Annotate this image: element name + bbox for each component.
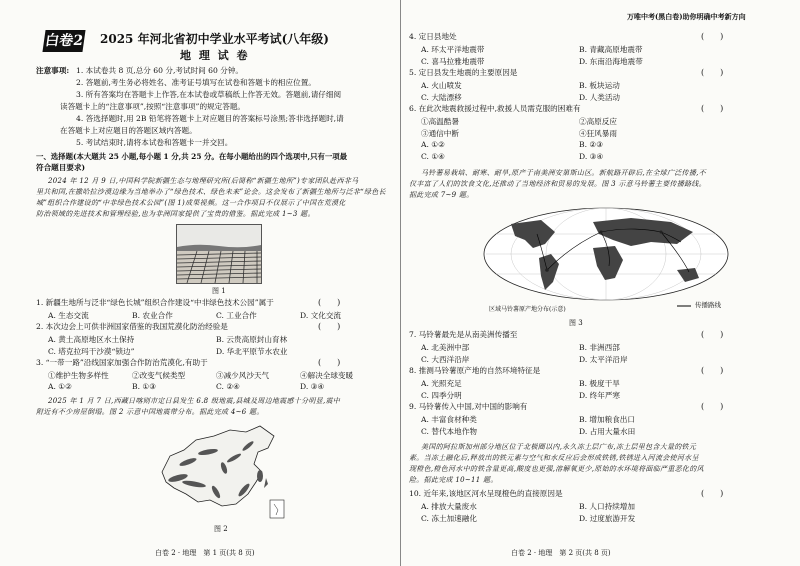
paper-badge: 白卷2 [42,30,85,52]
figure-2-caption: 图 2 [214,525,228,533]
q3-choice-a[interactable]: A. ①② [48,382,72,391]
q3-item-3: ③减少风沙天气 [216,371,270,380]
passage-4-line-1: 美国的阿拉斯加州部分地区位于北极圈以内,永久冻土层广布,冻土层里包含大量的铁元 [421,443,697,451]
question-9-stem: 9. 马铃薯传入中国,对中国的影响有 [409,402,528,411]
passage-3-line-2: 仅丰富了人们的饮食文化,还推动了当地经济和贸易的发展。图 3 示意马铃薯主要传播路线。 [409,180,707,188]
passage-2-line-2: 附近有不少房屋倒塌。图 2 示意中国地震带分布。据此完成 4~6 题。 [36,408,264,416]
section-1-heading: 一、选择题(本大题共 25 小题,每小题 1 分,共 25 分。在每小题给出的四个选项中,只有一项最 [36,152,348,161]
q9-choice-a[interactable]: A. 丰富食材种类 [421,415,477,424]
figure-3-legend-route: 传播路线 [695,301,721,309]
q6-item-2: ②高原反应 [579,117,617,126]
passage-2-line-1: 2025 年 1 月 7 日,西藏日喀则市定日县发生 6.8 级地震,县城及周边地震感十分明显,震中 [48,397,341,405]
q4-choice-c[interactable]: C. 喜马拉雅地震带 [421,57,485,66]
q1-choice-d[interactable]: D. 文化交流 [300,311,342,320]
passage-1-line-3: 城”组织合作建设的“中非绿色技术公园”(图 1)成果视频。这一合作项目不仅展示了中国在荒漠化 [36,199,346,207]
q7-choice-a[interactable]: A. 北美洲中部 [421,343,470,352]
q2-choice-b[interactable]: B. 云贵高原封山育林 [216,335,288,344]
passage-3-line-3: 据此完成 7~9 题。 [409,191,474,199]
question-1-answer-blank[interactable]: ( ) [318,298,341,307]
q10-choice-a[interactable]: A. 排放大量废水 [421,502,477,511]
exam-subtitle: 地 理 试 卷 [180,49,250,62]
question-3-stem: 3. “一带一路”沿线国家加强合作防治荒漠化,有助于 [36,358,208,367]
exam-title: 2025 年河北省初中学业水平考试(八年级) [100,32,329,46]
figure-3-world-map [481,206,731,314]
passage-1-line-4: 防治领域的先进技术和管理经验,也为非洲国家提供了宝贵的借鉴。据此完成 1~3 题。 [36,210,315,218]
question-10-stem: 10. 近年来,该地区河水呈现橙色的直接原因是 [409,489,563,498]
notes-label: 注意事项: [36,66,70,75]
q9-choice-b[interactable]: B. 增加粮食出口 [579,415,635,424]
q8-choice-d[interactable]: D. 终年严寒 [579,391,621,400]
question-2-answer-blank[interactable]: ( ) [318,322,341,331]
question-7-answer-blank[interactable]: ( ) [701,330,724,339]
q3-item-1: ①维护生物多样性 [48,371,109,380]
question-3-answer-blank[interactable]: ( ) [318,358,341,367]
q7-choice-d[interactable]: D. 太平洋沿岸 [579,355,628,364]
q9-choice-c[interactable]: C. 替代本地作物 [421,427,477,436]
q2-choice-c[interactable]: C. 塔克拉玛干沙漠“锁边” [48,347,135,356]
question-2-stem: 2. 本次边会上可供非洲国家借鉴的我国荒漠化防治经验是 [36,322,228,331]
question-9-answer-blank[interactable]: ( ) [701,402,724,411]
note-5: 5. 考试结束时,请将本试卷和答题卡一并交回。 [76,138,233,147]
q3-item-2: ②改变气候类型 [132,371,186,380]
q2-choice-d[interactable]: D. 华北平原节水农业 [216,347,288,356]
q3-choice-b[interactable]: B. ①③ [132,382,157,391]
question-8-stem: 8. 推测马铃薯原产地的自然环境特征是 [409,366,541,375]
note-4b: 在答题卡上对应题目的答题区域内答题。 [60,126,197,135]
q5-choice-b[interactable]: B. 板块运动 [579,81,620,90]
question-10-answer-blank[interactable]: ( ) [701,489,724,498]
q6-choice-d[interactable]: D. ③④ [579,152,604,161]
question-5-stem: 5. 定日县发生地震的主要原因是 [409,68,518,77]
q10-choice-d[interactable]: D. 过度旅游开发 [579,514,636,523]
q6-choice-c[interactable]: C. ①④ [421,152,445,161]
q1-choice-a[interactable]: A. 生态交流 [48,311,89,320]
q1-choice-b[interactable]: B. 农业合作 [132,311,173,320]
q8-choice-a[interactable]: A. 光照充足 [421,379,462,388]
question-4-stem: 4. 定日县地处 [409,32,457,41]
q6-choice-a[interactable]: A. ①② [421,140,445,149]
q5-choice-d[interactable]: D. 人类活动 [579,93,621,102]
note-3b: 读答题卡上的“注意事项”,按照“注意事项”的规定答题。 [60,102,246,111]
passage-1-line-1: 2024 年 12 月 9 日,中国科学院新疆生态与地理研究所(后简称“新疆生地所”)专家团队赴西非马 [48,177,359,185]
question-1-stem: 1. 新疆生地所与泛非“绿色长城”组织合作建设“中非绿色技术公园”属于 [36,298,274,307]
figure-2-china-seismic-map [148,422,288,520]
q2-choice-a[interactable]: A. 黄土高原地区水土保持 [48,335,135,344]
q5-choice-a[interactable]: A. 火山喷发 [421,81,462,90]
page-2-footer: 白卷 2 · 地理 第 2 页(共 8 页) [511,549,611,557]
note-4: 4. 答选择题时,用 2B 铅笔将答题卡上对应题目的答案标号涂黑;答非选择题时,请 [76,114,344,123]
q4-choice-b[interactable]: B. 青藏高原地震带 [579,45,643,54]
q10-choice-b[interactable]: B. 人口持续增加 [579,502,635,511]
q3-item-4: ④解决全球变暖 [300,371,354,380]
figure-3-legend-area: 区域马铃薯原产地分布(示意) [489,306,566,313]
figure-3-caption: 图 3 [569,319,583,327]
figure-1-photo [176,224,262,284]
publisher-tag: 万唯中考(黑白卷)助你明确中考新方向 [627,12,746,21]
q6-item-4: ④狂风暴雨 [579,129,617,138]
q3-choice-d[interactable]: D. ③④ [300,382,325,391]
q4-choice-d[interactable]: D. 东南沿海地震带 [579,57,643,66]
q6-item-3: ③通信中断 [421,129,459,138]
q8-choice-c[interactable]: C. 四季分明 [421,391,462,400]
passage-4-line-4: 险。据此完成 10~11 题。 [409,476,498,484]
q1-choice-c[interactable]: C. 工业合作 [216,311,257,320]
page-1-footer: 白卷 2 · 地理 第 1 页(共 8 页) [155,549,255,557]
q7-choice-b[interactable]: B. 非洲西部 [579,343,620,352]
q10-choice-c[interactable]: C. 冻土加速融化 [421,514,477,523]
question-6-stem: 6. 在此次地震救援过程中,救援人员需克服的困难有 [409,104,581,113]
question-6-answer-blank[interactable]: ( ) [701,104,724,113]
note-1: 1. 本试卷共 8 页,总分 60 分,考试时间 60 分钟。 [76,66,244,75]
question-5-answer-blank[interactable]: ( ) [701,68,724,77]
passage-4-line-2: 素。当冻土融化后,释放出的铁元素与空气和水反应后会形成铁锈,铁锈进入河流会使河水呈 [409,454,699,462]
figure-1-caption: 图 1 [212,287,226,295]
q6-choice-b[interactable]: B. ②③ [579,140,604,149]
passage-4-line-3: 现橙色,橙色河水中的铁含量更高,酸度也更强,溶解氧更少,原始的水环境将面临严重恶化的风 [409,465,704,473]
question-8-answer-blank[interactable]: ( ) [701,366,724,375]
passage-1-line-2: 里共和国,在撒哈拉沙漠边缘为当地举办了“绿色技术、绿色未来”论会。这会发布了新疆生地所与泛非“绿色长 [36,188,386,196]
q7-choice-c[interactable]: C. 大西洋沿岸 [421,355,470,364]
q6-item-1: ①高温酷暑 [421,117,459,126]
q4-choice-a[interactable]: A. 环太平洋地震带 [421,45,485,54]
q9-choice-d[interactable]: D. 占用大量水田 [579,427,636,436]
q3-choice-c[interactable]: C. ②④ [216,382,240,391]
passage-3-line-1: 马铃薯易栽培、耐寒、耐旱,原产于南美洲安第斯山区。新航路开辟后,在全球广泛传播,不 [421,169,706,177]
note-3: 3. 所有答案均在答题卡上作答,在本试卷或草稿纸上作答无效。答题前,请仔细阅 [76,90,342,99]
q8-choice-b[interactable]: B. 极度干旱 [579,379,620,388]
question-4-answer-blank[interactable]: ( ) [701,32,724,41]
section-1-heading-b: 符合题目要求) [36,163,86,172]
note-2: 2. 答题前,考生务必将姓名、准考证号填写在试卷和答题卡的相应位置。 [76,78,316,87]
question-7-stem: 7. 马铃薯最先是从南美洲传播至 [409,330,518,339]
q5-choice-c[interactable]: C. 大陆漂移 [421,93,462,102]
exam-page-2 [401,0,800,566]
